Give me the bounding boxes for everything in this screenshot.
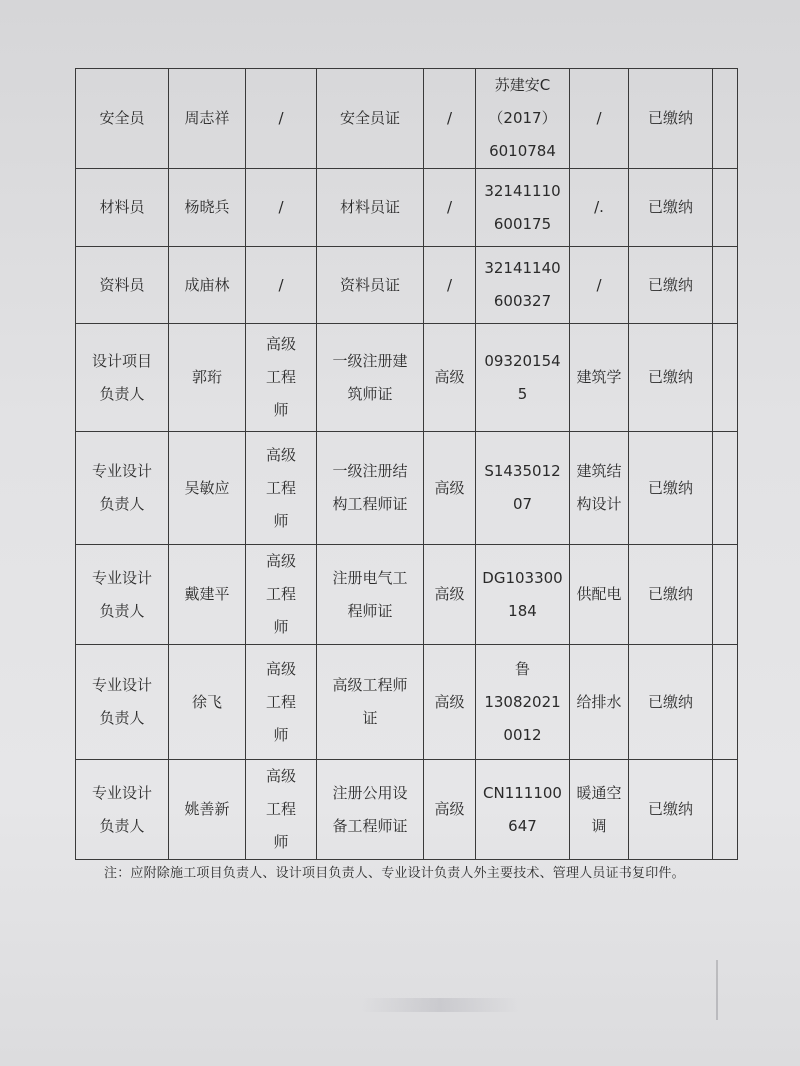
insurance-cell: 已缴纳 [629, 247, 713, 324]
cell-line: 一级注册建 [332, 351, 408, 370]
certificate-number-cell [476, 69, 570, 169]
cell-line: 设计项目 [91, 351, 152, 370]
insurance-cell: 已缴纳 [629, 169, 713, 247]
title-cell [246, 324, 317, 432]
role-cell [76, 324, 169, 432]
title-cell [246, 247, 317, 324]
insurance-cell: 已缴纳 [629, 760, 713, 860]
cell-line: 证 [362, 709, 378, 727]
certificate-cell [317, 545, 424, 645]
title-cell [246, 69, 317, 169]
table-row [76, 432, 738, 545]
cell-line: 资料员证 [339, 275, 400, 294]
level-cell [424, 247, 476, 324]
name-cell: 周志祥 [169, 69, 246, 169]
certificate-number-cell [476, 169, 570, 247]
cell-line: 高级 [434, 800, 465, 818]
certificate-cell [317, 247, 424, 324]
cell-line: 暖通空 [576, 783, 622, 802]
cell-line: 高级 [265, 335, 296, 353]
cell-line: 负责人 [99, 709, 145, 727]
cell-line: 工程 [265, 478, 296, 497]
certificate-number-cell [476, 432, 570, 545]
cell-line: / [278, 275, 284, 294]
cell-line: 高级 [434, 692, 465, 711]
certificate-cell [317, 432, 424, 545]
certificate-cell [317, 760, 424, 860]
role-cell [76, 169, 169, 247]
cell-line: 工程 [265, 585, 296, 603]
cell-line: 09320154 [484, 351, 561, 370]
cell-line: 32141140 [484, 259, 561, 277]
cell-line: 苏建安C [494, 76, 551, 94]
level-cell [424, 169, 476, 247]
cell-line: 安全员 [99, 109, 145, 127]
cell-line: 筑师证 [347, 384, 393, 403]
role-cell [76, 760, 169, 860]
table-row [76, 247, 738, 324]
cell-line: 供配电 [576, 585, 622, 603]
certificate-cell [317, 324, 424, 432]
cell-line: 专业设计 [91, 676, 152, 694]
cell-line: 32141110 [484, 181, 561, 200]
cell-line: 负责人 [99, 601, 145, 620]
empty-cell [713, 760, 738, 860]
cell-line: 师 [273, 401, 289, 419]
cell-line: 高级 [434, 585, 465, 603]
cell-line: 鲁 [514, 659, 530, 678]
cell-line: 负责人 [99, 495, 145, 513]
cell-line: 给排水 [576, 692, 622, 711]
specialty-cell [570, 645, 629, 760]
empty-cell [713, 169, 738, 247]
specialty-cell [570, 432, 629, 545]
name-cell: 戴建平 [169, 545, 246, 645]
cell-line: 高级 [434, 368, 465, 386]
cell-line: 13082021 [484, 692, 561, 711]
specialty-cell [570, 545, 629, 645]
role-cell [76, 645, 169, 760]
empty-cell [713, 545, 738, 645]
personnel-table [75, 68, 738, 860]
level-cell [424, 760, 476, 860]
cell-line: （2017） [488, 109, 557, 127]
cell-line: 备工程师证 [332, 816, 408, 835]
level-cell [424, 645, 476, 760]
cell-line: 专业设计 [91, 783, 152, 802]
table-row [76, 169, 738, 247]
cell-line: 负责人 [99, 816, 145, 835]
title-cell [246, 432, 317, 545]
empty-cell [713, 432, 738, 545]
insurance-cell: 已缴纳 [629, 432, 713, 545]
cell-line: 注册电气工 [332, 568, 408, 587]
table-row [76, 645, 738, 760]
cell-line: / [446, 275, 453, 294]
certificate-cell [317, 69, 424, 169]
cell-line: 高级工程师 [332, 676, 408, 694]
cell-line: 工程 [265, 800, 296, 818]
cell-line: 一级注册结 [332, 462, 408, 480]
table-row [76, 760, 738, 860]
title-cell [246, 545, 317, 645]
cell-line: 负责人 [99, 384, 145, 403]
role-cell [76, 247, 169, 324]
role-cell [76, 432, 169, 545]
cell-line: 师 [273, 725, 289, 744]
table-row [76, 324, 738, 432]
specialty-cell [570, 247, 629, 324]
cell-line: 647 [508, 816, 537, 835]
cell-line: 师 [273, 511, 289, 530]
cell-line: DG103300 [482, 568, 563, 587]
cell-line: 6010784 [489, 142, 556, 160]
cell-line: 安全员证 [339, 109, 400, 127]
empty-cell [713, 324, 738, 432]
cell-line: 07 [512, 495, 533, 513]
empty-cell [713, 645, 738, 760]
cell-line: 师 [273, 833, 289, 851]
cell-line: / [596, 109, 602, 127]
certificate-number-cell [476, 645, 570, 760]
level-cell [424, 69, 476, 169]
cell-line: /. [594, 198, 604, 216]
cell-line: 600327 [493, 292, 552, 310]
cell-line: 资料员 [99, 275, 145, 294]
cell-line: 调 [591, 816, 607, 835]
cell-line: / [278, 198, 284, 216]
insurance-cell: 已缴纳 [629, 324, 713, 432]
page-edge-shadow [716, 960, 738, 1020]
cell-line: 专业设计 [91, 568, 152, 587]
cell-line: / [446, 198, 453, 216]
cell-line: 工程 [265, 368, 296, 386]
name-cell: 杨晓兵 [169, 169, 246, 247]
certificate-number-cell [476, 247, 570, 324]
certificate-number-cell [476, 545, 570, 645]
cell-line: 184 [508, 601, 537, 620]
cell-line: 注册公用设 [332, 783, 408, 802]
faint-stamp-mark [360, 998, 520, 1012]
cell-line: 构设计 [576, 495, 622, 513]
footnote: 注：应附除施工项目负责人、设计项目负责人、专业设计负责人外主要技术、管理人员证书复印件。 [104, 866, 685, 881]
name-cell: 徐飞 [169, 645, 246, 760]
insurance-cell: 已缴纳 [629, 545, 713, 645]
cell-line: 高级 [265, 659, 296, 678]
cell-line: CN111100 [483, 783, 562, 802]
name-cell: 成庙林 [169, 247, 246, 324]
specialty-cell [570, 760, 629, 860]
cell-line: 5 [517, 384, 528, 403]
cell-line: 建筑结 [576, 462, 622, 480]
empty-cell [713, 247, 738, 324]
name-cell: 吴敏应 [169, 432, 246, 545]
specialty-cell [570, 69, 629, 169]
certificate-cell [317, 645, 424, 760]
cell-line: 高级 [265, 767, 296, 785]
cell-line: 0012 [503, 725, 542, 744]
role-cell [76, 69, 169, 169]
cell-line: 材料员证 [339, 198, 400, 216]
cell-line: 高级 [265, 445, 296, 464]
certificate-number-cell [476, 760, 570, 860]
cell-line: 600175 [493, 214, 552, 233]
cell-line: 材料员 [99, 198, 145, 216]
specialty-cell [570, 169, 629, 247]
certificate-cell [317, 169, 424, 247]
empty-cell [713, 69, 738, 169]
cell-line: 师 [273, 618, 289, 636]
specialty-cell [570, 324, 629, 432]
cell-line: 专业设计 [91, 462, 152, 480]
title-cell [246, 760, 317, 860]
name-cell: 姚善新 [169, 760, 246, 860]
table-row [76, 545, 738, 645]
cell-line: / [278, 109, 284, 127]
cell-line: 高级 [434, 478, 465, 497]
role-cell [76, 545, 169, 645]
insurance-cell: 已缴纳 [629, 645, 713, 760]
cell-line: 工程 [265, 692, 296, 711]
cell-line: 建筑学 [576, 368, 622, 386]
level-cell [424, 432, 476, 545]
title-cell [246, 169, 317, 247]
cell-line: / [446, 109, 453, 127]
cell-line: 高级 [265, 552, 296, 570]
cell-line: / [596, 275, 602, 294]
table-row [76, 69, 738, 169]
level-cell [424, 324, 476, 432]
level-cell [424, 545, 476, 645]
cell-line: 构工程师证 [332, 495, 408, 513]
name-cell: 郭珩 [169, 324, 246, 432]
cell-line: 程师证 [347, 601, 393, 620]
cell-line: S1435012 [484, 462, 561, 480]
insurance-cell: 已缴纳 [629, 69, 713, 169]
title-cell [246, 645, 317, 760]
certificate-number-cell [476, 324, 570, 432]
